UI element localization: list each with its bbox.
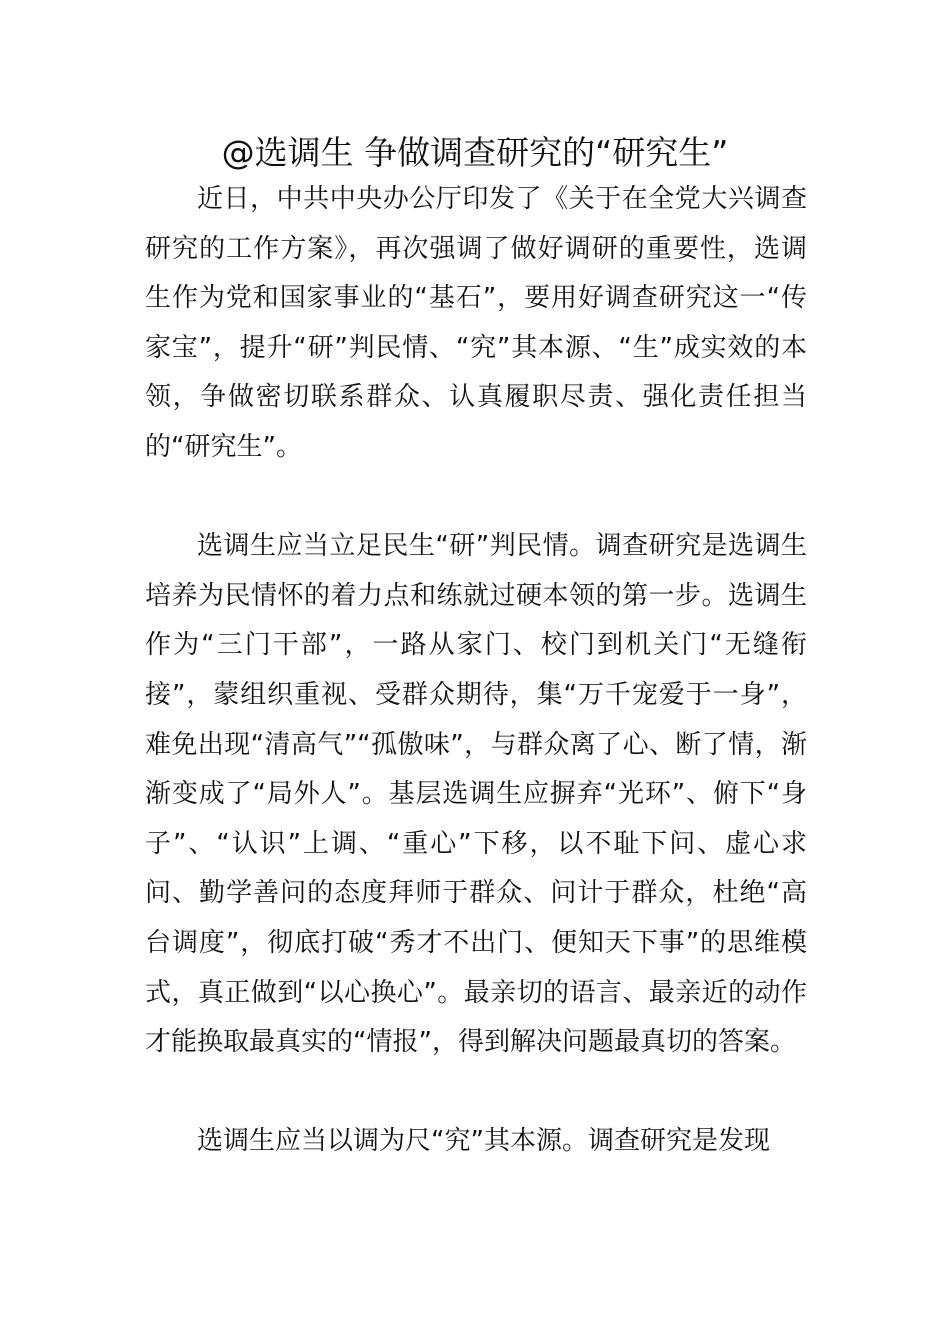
- paragraph-root-cause: 选调生应当以调为尺“究”其本源。调查研究是发现: [197, 1126, 770, 1157]
- paragraph-research-livelihood: 选调生应当立足民生“研”判民情。调查研究是选调生培养为民情怀的着力点和练就过硬本领的第一步。选调生作为“三门干部”，一路从家门、校门到机关门“无缝衔接”，蒙组织重视、受群众期待，集“万千宠爱于一身”，难免出现“清高气”“孤傲味”，与群众离了心、断了情，渐渐变成了“局外人”。基层选调生应摒弃“光环”、俯下“身子”、“认识”上调、“重心”下移，以不耻下问、虚心求问、勤学善问的态度拜师于群众、问计于群众，杜绝“高台调度”，彻底打破“秀才不出门、便知天下事”的思维模式，真正做到“以心换心”。最亲切的语言、最亲近的动作才能换取最真实的“情报”，得到解决问题最真切的答案。: [145, 531, 807, 1058]
- document-body: [145, 175, 807, 1167]
- document-title: @选调生 争做调查研究的“研究生”: [221, 133, 729, 172]
- paragraph-intro: 近日，中共中央办公厅印发了《关于在全党大兴调查研究的工作方案》，再次强调了做好调研的重要性，选调生作为党和国家事业的“基石”，要用好调查研究这一“传家宝”，提升“研”判民情、“究”其本源、“生”成实效的本领，争做密切联系群众、认真履职尽责、强化责任担当的“研究生”。: [145, 184, 807, 462]
